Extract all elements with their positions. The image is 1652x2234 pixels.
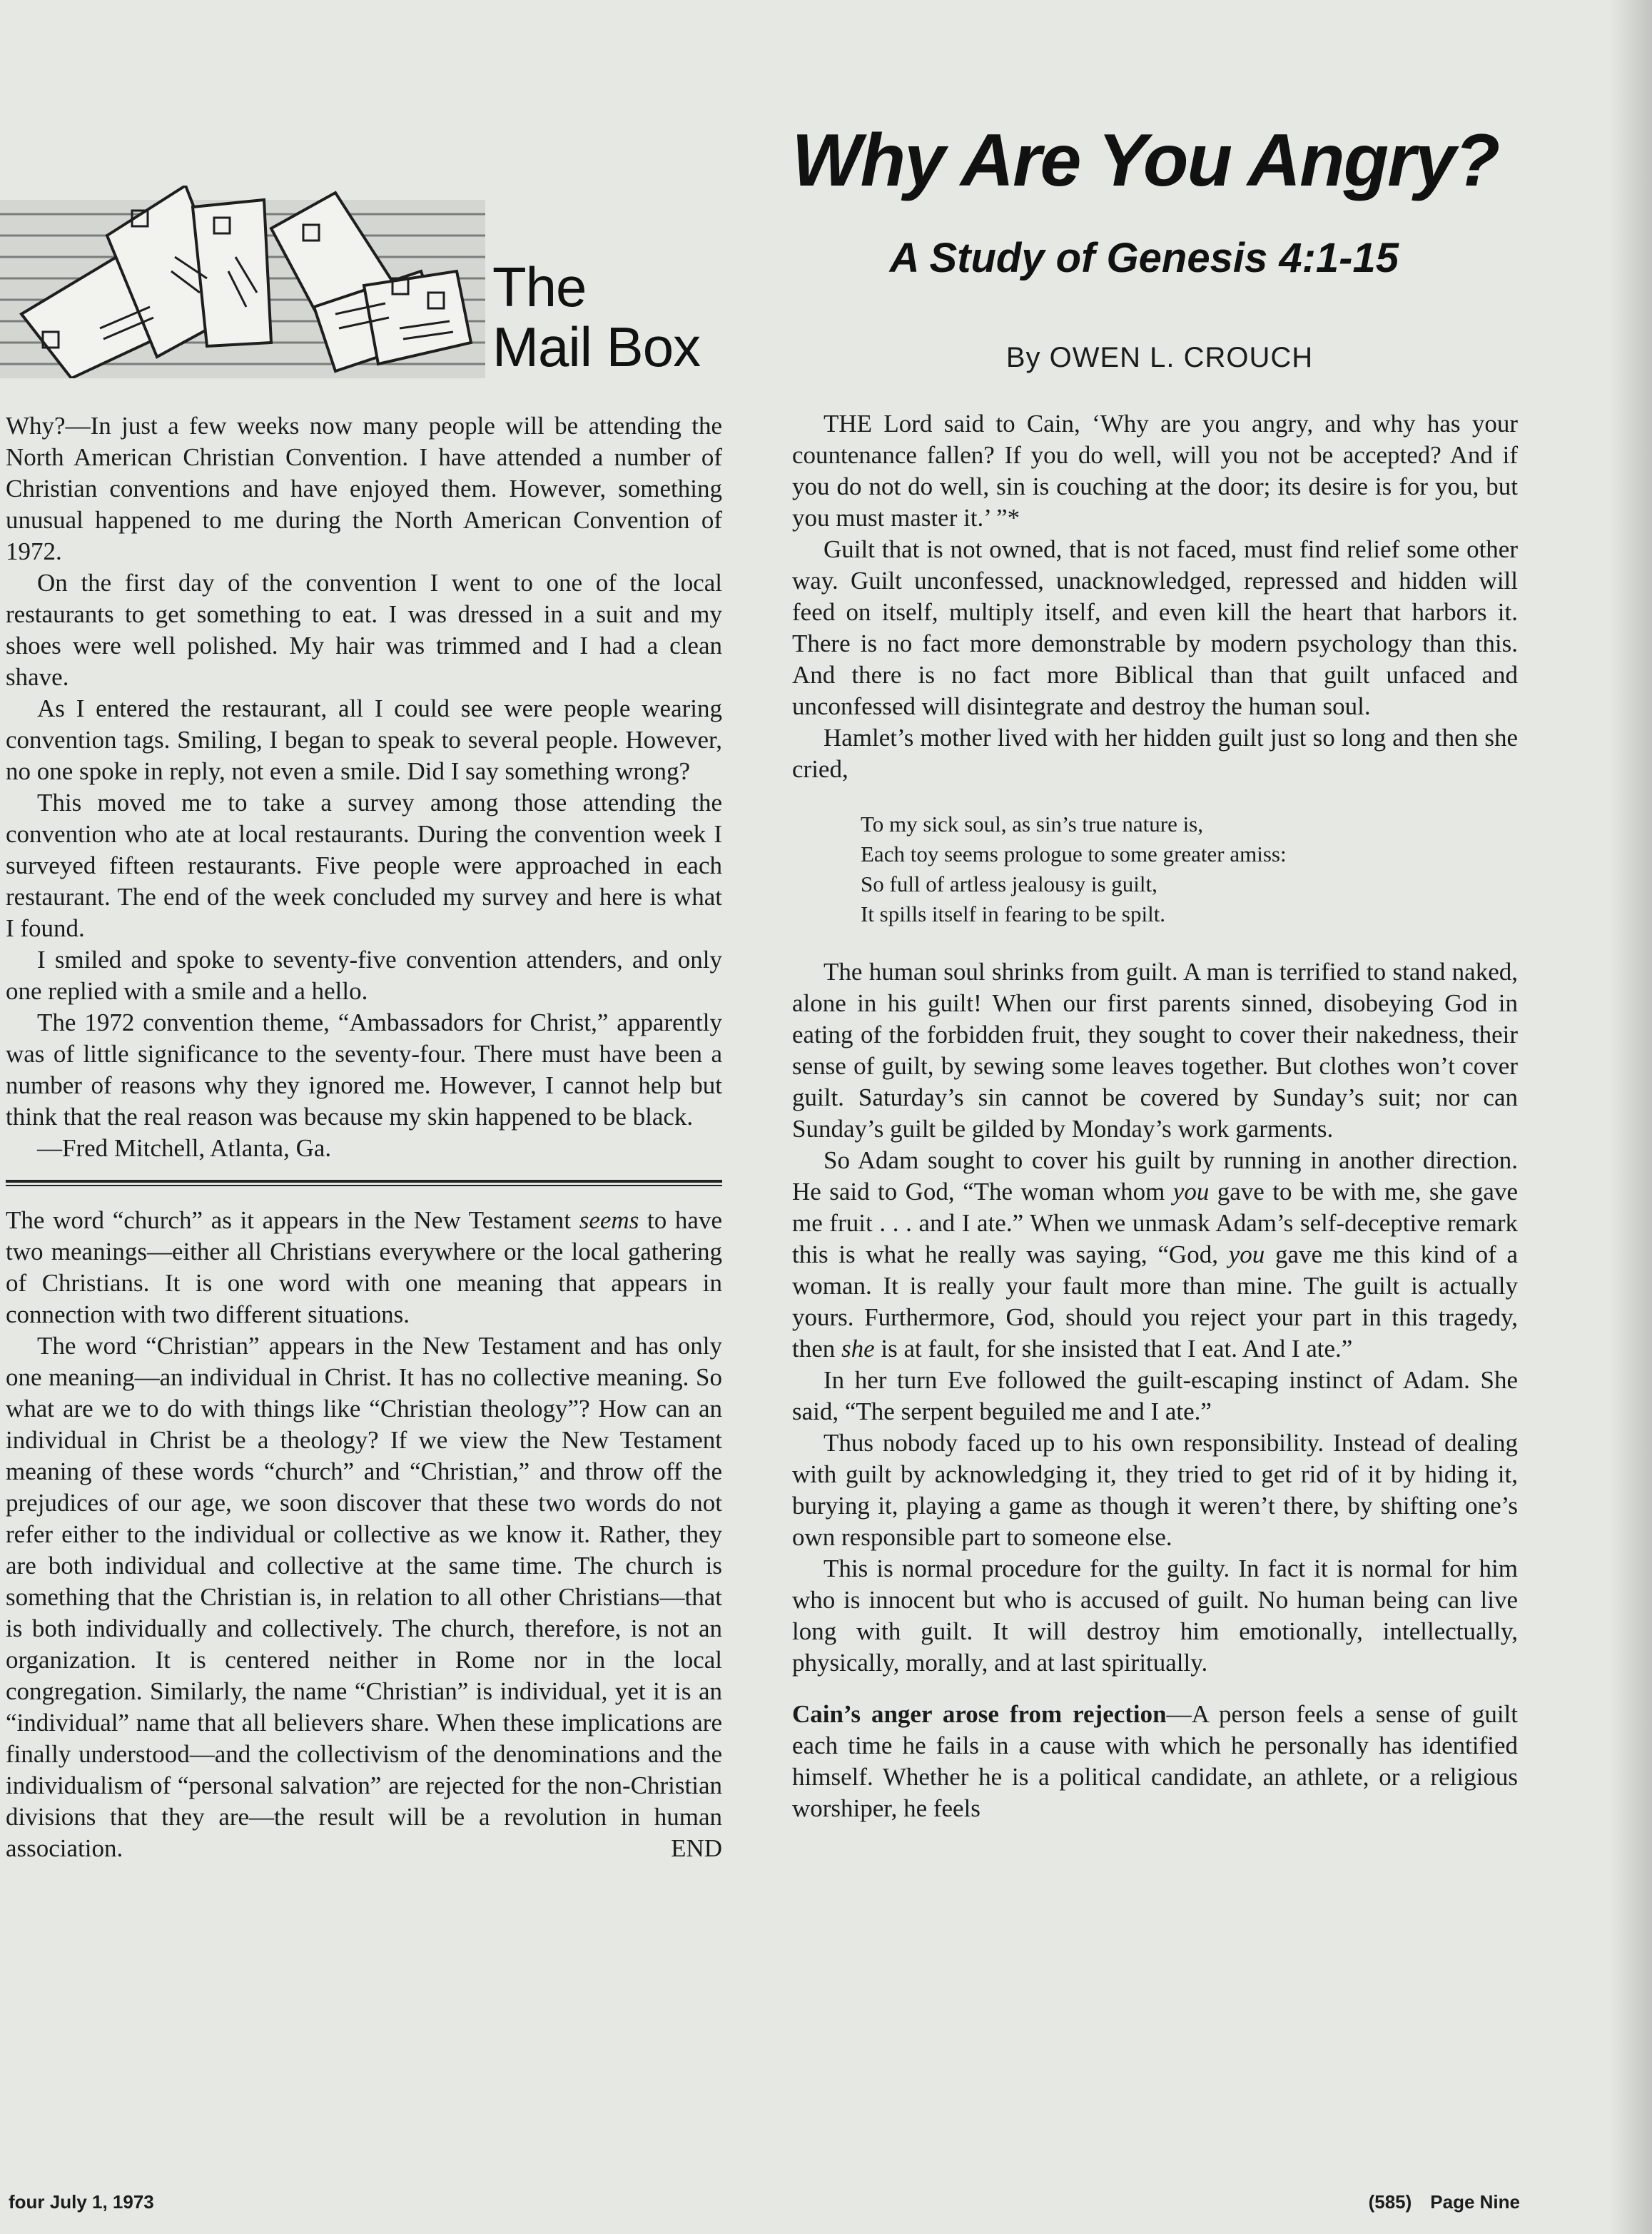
mailbox-column: [6, 410, 722, 1864]
article-emphasis: you: [1172, 1178, 1210, 1206]
page-edge-shadow: [1609, 0, 1652, 2234]
article-emphasis: you: [1228, 1240, 1265, 1268]
letter2-emphasis: seems: [579, 1206, 639, 1234]
section-runhead: Cain’s anger arose from rejection: [792, 1700, 1167, 1728]
mailbox-heading: [492, 257, 735, 377]
letter1-paragraph: The 1972 convention theme, “Ambassadors for Christ,” apparently was of little significance to the seventy-four. There must have been a number of reasons why they ignored me. However, I cannot help but think that the real reason was because my skin happened to be black.: [6, 1009, 722, 1131]
article-paragraph: In her turn Eve followed the guilt-escaping instinct of Adam. She said, “The serpent beguiled me and I ate.”: [792, 1366, 1518, 1425]
article-emphasis: she: [841, 1335, 875, 1363]
page-label: Page Nine: [1430, 2191, 1520, 2213]
letter-divider: [6, 1180, 722, 1186]
letter1-paragraph: As I entered the restaurant, all I could see were people wearing convention tags. Smiling, I began to speak to several people. However, no one spoke in reply, not even a smile. Did I say something wrong?: [6, 694, 722, 785]
poem-quote: [861, 809, 1518, 929]
letter1-paragraph: On the first day of the convention I went to one of the local restaurants to get something to eat. I was dressed in a suit and my shoes were well polished. My hair was trimmed and I had a clean shave.: [6, 569, 722, 691]
article-title: Why Are You Angry?: [791, 119, 1499, 202]
article-byline: By OWEN L. CROUCH: [1005, 342, 1314, 373]
article-text: gave to be with me, she gave me fruit . . . and I ate.” When we unmask Adam’s self-deceptive remark this is what he really was saying, “God,: [792, 1178, 1518, 1268]
article-paragraph: THE Lord said to Cain, ‘Why are you angry, and why has your countenance fallen? If you do well, will you not be accepted? And if you do not do well, sin is couching at the door; its desire is for you, but you must master it.’ ”*: [792, 410, 1518, 532]
mailbox-heading-line2: Mail Box: [492, 315, 701, 378]
letter2-paragraph: [6, 1330, 722, 1864]
article-column: [792, 408, 1518, 1824]
poem-line: Each toy seems prologue to some greater amiss:: [861, 841, 1287, 866]
letter1-paragraph: I smiled and spoke to seventy-five convention attenders, and only one replied with a smile and a hello.: [6, 946, 722, 1005]
poem-line: So full of artless jealousy is guilt,: [861, 871, 1157, 896]
article-text: gave me this kind of a woman. It is really your fault more than mine. The guilt is actually yours. Furthermore, God, should you reject your part in this tragedy, then: [792, 1240, 1519, 1363]
poem-line: To my sick soul, as sin’s true nature is,: [861, 812, 1204, 837]
letter2-text: to have two meanings—either all Christians everywhere or the local gathering of Christians. It is one word with one meaning that appears in connection with two different situations.: [6, 1206, 722, 1328]
article-paragraph: [792, 1145, 1518, 1365]
letter2-text: The word “church” as it appears in the New Testament: [6, 1206, 579, 1234]
letter1-paragraph: This moved me to take a survey among those attending the convention who ate at local restaurants. During the convention week I surveyed fifteen restaurants. Five people were approached in each restaurant. The end of the week concluded my survey and here is what I found.: [6, 789, 722, 942]
poem-line: It spills itself in fearing to be spilt.: [861, 901, 1166, 926]
end-mark: END: [671, 1834, 722, 1862]
article-paragraph: The human soul shrinks from guilt. A man is terrified to stand naked, alone in his guilt! When our first parents sinned, disobeying God in eating of the forbidden fruit, they sought to cover their nakedness, their sense of guilt, by sewing some leaves together. But clothes won’t cover guilt. Saturday’s sin cannot be covered by Sunday’s suit; nor can Sunday’s guilt be gilded by Monday’s work garments.: [792, 958, 1518, 1143]
footer-page: [1350, 2191, 1520, 2213]
article-text: —A person feels a sense of guilt each time he fails in a cause with which he personally has identified himself. Whether he is a political candidate, an athlete, or a religious worshiper, he feels: [792, 1700, 1518, 1822]
letter1-paragraph: Why?—In just a few weeks now many people will be attending the North American Christian Convention. I have attended a number of Christian conventions and have enjoyed them. However, something unusual happened to me during the North American Convention of 1972.: [6, 412, 722, 565]
mailbox-heading-line1: The: [492, 256, 587, 318]
letter1-signature: —Fred Mitchell, Atlanta, Ga.: [37, 1134, 332, 1162]
envelopes-illustration: [0, 186, 485, 378]
article-paragraph: [792, 1699, 1518, 1824]
article-paragraph: Hamlet’s mother lived with her hidden guilt just so long and then she cried,: [792, 724, 1518, 783]
article-paragraph: This is normal procedure for the guilty. In fact it is normal for him who is innocent but who is accused of guilt. No human being can live long with guilt. It will destroy him emotionally, intellectually, physically, morally, and at last spiritually.: [792, 1555, 1518, 1677]
page-code: (585): [1368, 2191, 1412, 2213]
letter2-paragraph: [6, 1205, 722, 1330]
letter2-text: The word “Christian” appears in the New Testament and has only one meaning—an individual in Christ. It has no collective meaning. So what are we to do with things like “Christian theology”? How can an individual in Christ be a theology? If we view the New Testament meaning of these words “church” and “Christian,” and throw off the prejudices of our age, we soon discover that these two words do not refer either to the individual or collective as we know it. Rather, they are both individual and collective at the same time. The church is something that the Christian is, in relation to all other Christians—that is both individually and collectively. The church, therefore, is not an organization. It is centered neither in Rome nor in the local congregation. Similarly, the name “Christian” is individual, yet it is an “individual” name that all believers share. When these implications are finally understood—and the collectivism of the denominations and the individualism of “personal salvation” are rejected for the non-Christian divisions that they are—the result will be a revolution in human association.: [6, 1332, 722, 1862]
article-subtitle: A Study of Genesis 4:1-15: [889, 235, 1399, 281]
article-paragraph: Thus nobody faced up to his own responsibility. Instead of dealing with guilt by acknowledging it, they tried to get rid of it by hiding it, burying it, playing a game as though it weren’t there, by shifting one’s own responsible part to someone else.: [792, 1429, 1518, 1551]
article-paragraph: Guilt that is not owned, that is not faced, must find relief some other way. Guilt unconfessed, unacknowledged, repressed and hidden will feed on itself, multiply itself, and even kill the heart that harbors it. There is no fact more demonstrable by modern psychology than this. And there is no fact more Biblical than that guilt unfaced and unconfessed will disintegrate and destroy the human soul.: [792, 535, 1518, 720]
article-text: So Adam sought to cover his guilt by running in another direction. He said to God, “The woman whom: [792, 1146, 1518, 1206]
article-text: is at fault, for she insisted that I eat. And I ate.”: [874, 1335, 1353, 1363]
footer-date: four July 1, 1973: [9, 2191, 154, 2213]
section-gap: [792, 1679, 1518, 1699]
